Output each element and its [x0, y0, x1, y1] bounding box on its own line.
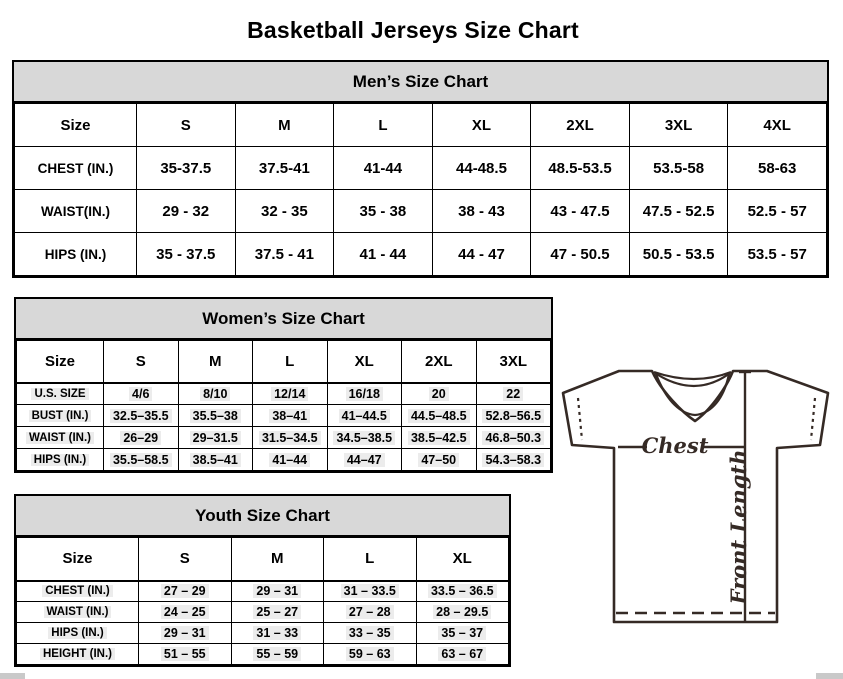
- size-value-cell-text: 27 – 28: [346, 605, 394, 619]
- size-value-cell: [178, 427, 253, 449]
- size-value-cell: [231, 623, 324, 644]
- size-value-cell: [104, 427, 179, 449]
- size-value-cell-text: 25 – 27: [253, 605, 301, 619]
- size-value-cell: [327, 405, 402, 427]
- size-value-cell-text: 37.5 - 41: [254, 245, 314, 263]
- size-value-cell-text: 28 – 29.5: [433, 605, 491, 619]
- size-value-cell-text: 55 – 59: [253, 647, 301, 661]
- size-value-cell: [235, 190, 334, 233]
- measurement-row: [17, 449, 551, 471]
- size-value-cell: [235, 147, 334, 190]
- size-value-cell-text: 34.5–38.5: [333, 431, 395, 445]
- measurement-row-label-text: CHEST (IN.): [37, 160, 114, 176]
- size-value-cell: [139, 623, 232, 644]
- size-value-cell: [334, 147, 433, 190]
- size-value-cell-text: 44 - 47: [458, 245, 505, 263]
- size-value-cell: [178, 449, 253, 471]
- size-value-cell-text: 20: [429, 387, 449, 401]
- jersey-outline: [563, 371, 828, 622]
- measurement-row-label: [17, 405, 104, 427]
- size-value-cell-text: 44.5–48.5: [408, 409, 470, 423]
- size-column-header: L: [334, 104, 433, 147]
- size-value-cell: [137, 147, 236, 190]
- measurement-row: [17, 602, 509, 623]
- size-column-header: S: [104, 341, 179, 383]
- mens-table-title: Men’s Size Chart: [14, 62, 827, 103]
- size-value-cell: [253, 405, 328, 427]
- size-value-cell: [402, 405, 477, 427]
- size-value-cell: [334, 190, 433, 233]
- size-value-cell-text: 41 - 44: [359, 245, 407, 263]
- size-column-header: M: [231, 538, 324, 581]
- size-value-cell: [629, 233, 728, 276]
- womens-measurements-grid: [16, 340, 551, 471]
- size-value-cell: [728, 147, 827, 190]
- youth-table-title: Youth Size Chart: [16, 496, 509, 537]
- size-value-cell-text: 38.5–42.5: [408, 431, 470, 445]
- size-value-cell: [476, 449, 551, 471]
- size-value-cell-text: 50.5 - 53.5: [642, 245, 715, 263]
- size-value-cell-text: 35.5–38: [190, 409, 241, 423]
- size-value-cell: [334, 233, 433, 276]
- measurement-row-label: [15, 233, 137, 276]
- size-value-cell-text: 31 – 33: [253, 626, 301, 640]
- size-value-cell-text: 52.5 - 57: [747, 202, 807, 220]
- measurement-row-label: [17, 383, 104, 405]
- size-column-header: 3XL: [476, 341, 551, 383]
- size-value-cell-text: 53.5-58: [653, 159, 705, 177]
- measurement-row-label-text: WAIST (IN.): [26, 432, 94, 444]
- measurement-row-label-text: HEIGHT (IN.): [40, 648, 115, 660]
- measurement-row-label-text: CHEST (IN.): [42, 585, 113, 597]
- measurement-row-label-text: BUST (IN.): [29, 410, 92, 422]
- size-column-header: 2XL: [531, 104, 630, 147]
- size-value-cell-text: 22: [503, 387, 523, 401]
- size-value-cell: [531, 147, 630, 190]
- size-value-cell: [104, 383, 179, 405]
- size-value-cell-text: 32 - 35: [260, 202, 308, 220]
- size-value-cell: [104, 405, 179, 427]
- size-value-cell-text: 29–31.5: [190, 431, 241, 445]
- size-label-header: Size: [17, 538, 139, 581]
- size-value-cell: [476, 405, 551, 427]
- measurement-row-label-text: HIPS (IN.): [48, 627, 106, 639]
- size-value-cell-text: 63 – 67: [438, 647, 486, 661]
- size-value-cell-text: 38 - 43: [458, 202, 505, 220]
- size-value-cell-text: 26–29: [120, 431, 161, 445]
- size-column-header: 3XL: [629, 104, 728, 147]
- size-value-cell-text: 38.5–41: [190, 453, 241, 467]
- cutoff-element-right: [816, 673, 843, 679]
- size-value-cell-text: 46.8–50.3: [482, 431, 544, 445]
- measurement-row-label-text: U.S. SIZE: [31, 388, 88, 400]
- size-value-cell: [629, 190, 728, 233]
- size-value-cell-text: 16/18: [346, 387, 383, 401]
- size-value-cell-text: 44-48.5: [456, 159, 507, 177]
- mens-size-chart-table: [12, 60, 829, 278]
- size-value-cell-text: 35 – 37: [438, 626, 486, 640]
- size-value-cell-text: 35.5–58.5: [110, 453, 172, 467]
- size-value-cell: [432, 233, 531, 276]
- size-value-cell-text: 35 - 38: [359, 202, 407, 220]
- measurement-row: [17, 383, 551, 405]
- size-value-cell: [231, 644, 324, 665]
- measurement-row-label: [17, 427, 104, 449]
- size-value-cell: [231, 602, 324, 623]
- size-value-cell: [231, 581, 324, 602]
- measurement-row-label: [15, 190, 137, 233]
- measurement-row-label-text: HIPS (IN.): [31, 454, 89, 466]
- size-value-cell-text: 32.5–35.5: [110, 409, 172, 423]
- measurement-row-label-text: WAIST(IN.): [41, 203, 110, 219]
- size-header-row: [17, 341, 551, 383]
- size-value-cell: [139, 602, 232, 623]
- size-value-cell-text: 35 - 37.5: [156, 245, 216, 263]
- size-label-header: Size: [17, 341, 104, 383]
- size-value-cell-text: 38–41: [269, 409, 310, 423]
- size-column-header: L: [253, 341, 328, 383]
- size-value-cell: [402, 427, 477, 449]
- cutoff-element-left: [0, 673, 25, 679]
- size-value-cell-text: 24 – 25: [161, 605, 209, 619]
- size-value-cell: [476, 427, 551, 449]
- measurement-row: [15, 147, 827, 190]
- size-column-header: XL: [327, 341, 402, 383]
- size-value-cell: [327, 449, 402, 471]
- size-column-header: 4XL: [728, 104, 827, 147]
- chest-label: Chest: [641, 433, 709, 458]
- size-value-cell: [327, 383, 402, 405]
- measurement-row: [17, 623, 509, 644]
- measurement-row-label: [17, 581, 139, 602]
- size-value-cell-text: 54.3–58.3: [482, 453, 544, 467]
- measurement-row-label: [15, 147, 137, 190]
- size-column-header: S: [139, 538, 232, 581]
- size-value-cell-text: 43 - 47.5: [550, 202, 610, 220]
- size-value-cell: [402, 383, 477, 405]
- measurement-row: [17, 427, 551, 449]
- measurement-row-label: [17, 449, 104, 471]
- size-value-cell: [629, 147, 728, 190]
- size-value-cell: [432, 190, 531, 233]
- size-value-cell-text: 29 - 32: [162, 202, 210, 220]
- youth-measurements-grid: [16, 537, 509, 665]
- size-value-cell-text: 47 - 50.5: [550, 245, 610, 263]
- size-value-cell: [324, 644, 417, 665]
- size-value-cell: [139, 581, 232, 602]
- size-column-header: XL: [416, 538, 509, 581]
- size-value-cell-text: 59 – 63: [346, 647, 394, 661]
- mens-measurements-grid: [14, 103, 827, 276]
- measurement-row: [17, 405, 551, 427]
- measurement-row-label-text: HIPS (IN.): [44, 246, 107, 262]
- size-value-cell-text: 53.5 - 57: [747, 245, 807, 263]
- size-value-cell: [416, 623, 509, 644]
- size-label-header: Size: [15, 104, 137, 147]
- size-value-cell: [253, 427, 328, 449]
- measurement-row-label-text: WAIST (IN.): [44, 606, 112, 618]
- front-length-label: Front Length: [726, 449, 751, 605]
- size-value-cell: [531, 233, 630, 276]
- size-value-cell: [137, 190, 236, 233]
- size-value-cell-text: 48.5-53.5: [548, 159, 612, 177]
- size-value-cell-text: 41-44: [363, 159, 403, 177]
- size-value-cell: [324, 602, 417, 623]
- size-value-cell-text: 51 – 55: [161, 647, 209, 661]
- size-value-cell: [139, 644, 232, 665]
- size-value-cell-text: 41–44: [269, 453, 310, 467]
- size-value-cell: [416, 602, 509, 623]
- size-header-row: [15, 104, 827, 147]
- size-value-cell-text: 37.5-41: [258, 159, 310, 177]
- size-value-cell-text: 12/14: [271, 387, 308, 401]
- measurement-row-label: [17, 602, 139, 623]
- measurement-row: [15, 190, 827, 233]
- size-value-cell-text: 58-63: [758, 159, 797, 177]
- size-value-cell-text: 29 – 31: [253, 584, 301, 598]
- size-header-row: [17, 538, 509, 581]
- size-value-cell: [728, 190, 827, 233]
- size-value-cell: [235, 233, 334, 276]
- size-value-cell: [402, 449, 477, 471]
- jersey-outline-illustration: [555, 360, 843, 665]
- size-value-cell-text: 4/6: [129, 387, 152, 401]
- size-value-cell: [324, 581, 417, 602]
- size-value-cell-text: 29 – 31: [161, 626, 209, 640]
- size-value-cell: [178, 405, 253, 427]
- size-value-cell: [416, 644, 509, 665]
- size-value-cell-text: 35-37.5: [160, 159, 212, 177]
- size-column-header: M: [178, 341, 253, 383]
- measurement-row: [15, 233, 827, 276]
- size-value-cell-text: 33.5 – 36.5: [428, 584, 497, 598]
- size-value-cell-text: 27 – 29: [161, 584, 209, 598]
- size-value-cell-text: 47–50: [418, 453, 459, 467]
- jersey-measurement-diagram: [555, 360, 843, 665]
- size-value-cell: [327, 427, 402, 449]
- size-column-header: M: [235, 104, 334, 147]
- size-value-cell-text: 52.8–56.5: [482, 409, 544, 423]
- size-value-cell: [432, 147, 531, 190]
- size-column-header: L: [324, 538, 417, 581]
- size-column-header: 2XL: [402, 341, 477, 383]
- size-value-cell: [137, 233, 236, 276]
- size-value-cell-text: 8/10: [200, 387, 230, 401]
- womens-size-chart-table: [14, 297, 553, 473]
- size-value-cell-text: 31.5–34.5: [259, 431, 321, 445]
- size-value-cell-text: 31 – 33.5: [341, 584, 399, 598]
- measurement-row: [17, 581, 509, 602]
- size-value-cell: [324, 623, 417, 644]
- size-value-cell: [476, 383, 551, 405]
- size-value-cell: [253, 449, 328, 471]
- size-value-cell: [253, 383, 328, 405]
- size-value-cell-text: 33 – 35: [346, 626, 394, 640]
- size-value-cell: [728, 233, 827, 276]
- size-column-header: XL: [432, 104, 531, 147]
- measurement-row: [17, 644, 509, 665]
- size-value-cell: [416, 581, 509, 602]
- page-title: Basketball Jerseys Size Chart: [247, 17, 579, 44]
- measurement-row-label: [17, 644, 139, 665]
- youth-size-chart-table: [14, 494, 511, 667]
- size-value-cell: [531, 190, 630, 233]
- measurement-row-label: [17, 623, 139, 644]
- size-value-cell: [178, 383, 253, 405]
- size-value-cell-text: 47.5 - 52.5: [642, 202, 715, 220]
- size-column-header: S: [137, 104, 236, 147]
- size-value-cell-text: 44–47: [344, 453, 385, 467]
- womens-table-title: Women’s Size Chart: [16, 299, 551, 340]
- size-value-cell: [104, 449, 179, 471]
- size-value-cell-text: 41–44.5: [339, 409, 390, 423]
